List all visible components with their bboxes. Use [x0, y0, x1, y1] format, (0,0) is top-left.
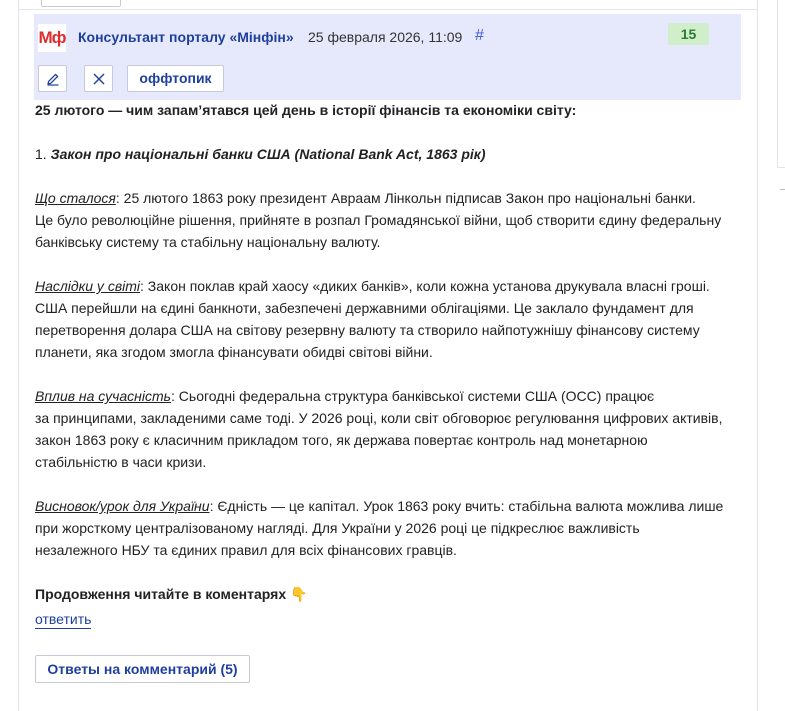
item-number: 1. — [35, 146, 51, 162]
comment-rating-badge[interactable]: 15 — [668, 23, 709, 45]
list-item-heading — [35, 143, 747, 165]
intro-text: 25 лютого — чим запам’ятався цей день в історії фінансів та економіки світу: — [35, 102, 577, 118]
paragraph-consequences — [35, 275, 747, 297]
comment-date: 25 февраля 2026, 11:09 — [308, 29, 463, 45]
paragraph-lesson — [35, 495, 747, 517]
comment-author-link[interactable]: Консультант порталу «Мінфін» — [78, 29, 294, 45]
text-line: США перейшли на єдині банкноти, забезпечені державними облігаціями. Це заклало фундамент для — [35, 300, 694, 316]
delete-button[interactable] — [84, 65, 113, 92]
section-label: Наслідки у світі — [35, 278, 141, 294]
text-line: перетворення долара США на світову резервну валюту та створило найпотужнішу фінансову систему — [35, 322, 700, 338]
pencil-icon — [46, 72, 60, 86]
text-line: : Закон поклав край хаосу «диких банків», коли кожна установа друкувала власні гроші. — [140, 278, 710, 294]
section-label: Вплив на сучасність — [35, 388, 172, 404]
paragraph-what-happened — [35, 187, 747, 209]
text-line: Це було революційне рішення, прийняте в розпал Громадянської війни, щоб створити єдину федеральну — [35, 212, 722, 228]
offtopic-button[interactable]: оффтопик — [127, 65, 224, 92]
comment-permalink[interactable]: # — [475, 27, 484, 44]
text-line: : Сьогодні федеральна структура банківської системи США (ОСС) працює — [171, 388, 655, 404]
edit-button[interactable] — [38, 65, 67, 92]
minfin-logo: Мф — [38, 24, 66, 52]
reply-link[interactable]: ответить — [35, 611, 92, 627]
show-replies-button[interactable]: Ответы на комментарий (5) — [35, 655, 250, 683]
continue-note — [35, 583, 747, 605]
text-line: стабільністю в часи кризи. — [35, 454, 207, 470]
text-line: при жорсткому централізованому нагляді. Для України у 2026 році це підкреслює важливість — [35, 520, 640, 536]
right-side-panel — [777, 0, 785, 168]
text-line: закон 1863 року є класичним прикладом того, як держава повертає контроль над монетарною — [35, 432, 648, 448]
item-title: Закон про національні банки США (National Bank Act, 1863 рік) — [50, 146, 486, 162]
content-frame-right-border — [757, 0, 758, 711]
comment-body — [35, 99, 747, 605]
continue-text: Продовження читайте в коментарях — [35, 586, 287, 602]
side-divider-mark — [780, 189, 785, 190]
comment-header — [34, 14, 741, 100]
previous-comment-button-stub[interactable] — [41, 0, 121, 7]
close-icon — [92, 72, 106, 86]
text-line: планети, яка згодом змогла фінансувати обидві світові війни. — [35, 344, 433, 360]
text-line: : Єдність — це капітал. Урок 1863 року вчить: стабільна валюта можлива лише — [209, 498, 724, 514]
section-label: Висновок/урок для України — [35, 498, 210, 514]
pointing-down-emoji-icon: 👇 — [290, 586, 308, 602]
comment-divider — [18, 9, 757, 10]
text-line: банківську систему та стабільну національну валюту. — [35, 234, 381, 250]
section-label: Що сталося — [35, 190, 116, 206]
text-line: за принципами, закладеними саме тоді. У 2026 році, коли світ обговорює регулювання цифрових активів, — [35, 410, 723, 426]
content-frame-left-border — [18, 0, 19, 711]
text-line: : 25 лютого 1863 року президент Авраам Лінкольн підписав Закон про національні банки. — [115, 190, 696, 206]
text-line: незалежного НБУ та єдиних правил для всіх фінансових гравців. — [35, 542, 457, 558]
paragraph-influence — [35, 385, 747, 407]
